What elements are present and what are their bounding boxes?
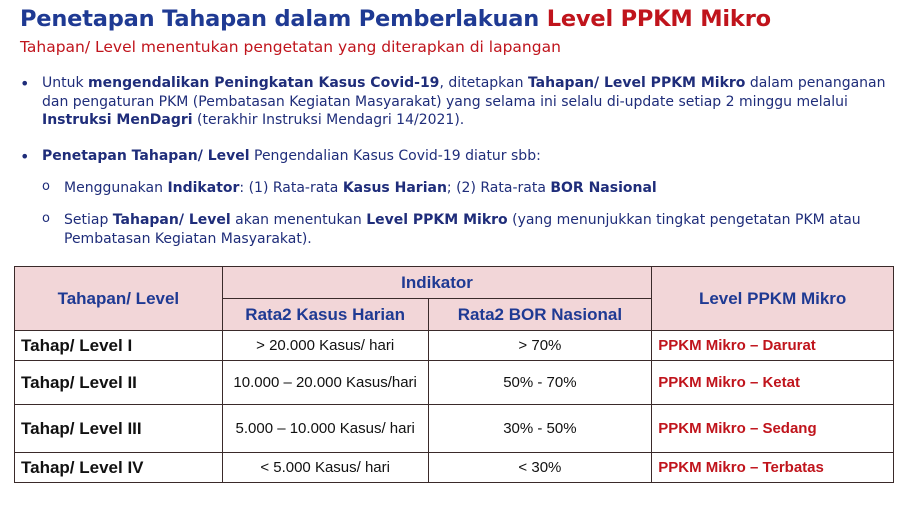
header-ppkm: Level PPKM Mikro xyxy=(652,267,894,331)
title-main: Penetapan Tahapan dalam Pemberlakuan xyxy=(20,6,547,32)
cell-level: Tahap/ Level II xyxy=(15,361,223,405)
bullet-1-text xyxy=(42,74,890,130)
bullet-2-text xyxy=(42,147,890,166)
text-run-bold: BOR Nasional xyxy=(550,180,657,196)
cell-kasus: < 5.000 Kasus/ hari xyxy=(222,453,428,483)
page-title xyxy=(20,6,771,32)
bullet-2 xyxy=(20,147,890,166)
text-run-bold: Indikator xyxy=(167,180,240,196)
text-run-bold: Penetapan Tahapan/ Level xyxy=(42,148,250,164)
page-subtitle: Tahapan/ Level menentukan pengetatan yang diterapkan di lapangan xyxy=(20,38,561,56)
cell-bor: 30% - 50% xyxy=(428,405,652,453)
cell-level: Tahap/ Level IV xyxy=(15,453,223,483)
cell-ppkm: PPKM Mikro – Darurat xyxy=(652,331,894,361)
table-row xyxy=(15,331,894,361)
header-level: Tahapan/ Level xyxy=(15,267,223,331)
table-header-row xyxy=(15,267,894,299)
text-run: (yang menunjukkan tingkat pengetatan PKM atau Pembatasan Kegiatan Masyarakat). xyxy=(64,212,861,247)
sub-bullet-1 xyxy=(42,179,892,198)
cell-bor: < 30% xyxy=(428,453,652,483)
text-run: Pengendalian Kasus Covid-19 diatur sbb: xyxy=(249,148,541,164)
circle-bullet-icon: o xyxy=(42,211,50,226)
text-run: Setiap xyxy=(64,212,113,228)
header-indikator: Indikator xyxy=(222,267,652,299)
text-run-bold: mengendalikan Peningkatan Kasus Covid-19 xyxy=(88,75,440,91)
header-bor: Rata2 BOR Nasional xyxy=(428,299,652,331)
cell-ppkm: PPKM Mikro – Terbatas xyxy=(652,453,894,483)
circle-bullet-icon: o xyxy=(42,179,50,194)
text-run-bold: Instruksi MenDagri xyxy=(42,112,193,128)
text-run-bold: Tahapan/ Level PPKM Mikro xyxy=(527,75,746,91)
cell-ppkm: PPKM Mikro – Sedang xyxy=(652,405,894,453)
title-accent: Level PPKM Mikro xyxy=(546,6,771,32)
text-run: (terakhir Instruksi Mendagri 14/2021). xyxy=(192,112,465,128)
sub-bullet-1-text xyxy=(64,179,892,198)
cell-kasus: 10.000 – 20.000 Kasus/hari xyxy=(222,361,428,405)
table-row xyxy=(15,405,894,453)
table-row xyxy=(15,453,894,483)
text-run: Menggunakan xyxy=(64,180,168,196)
sub-bullet-2-text xyxy=(64,211,892,248)
text-run-bold: Tahapan/ Level xyxy=(112,212,231,228)
text-run: : (1) Rata-rata xyxy=(239,180,343,196)
ppkm-level-table xyxy=(14,266,894,483)
table-row xyxy=(15,361,894,405)
cell-ppkm: PPKM Mikro – Ketat xyxy=(652,361,894,405)
cell-bor: > 70% xyxy=(428,331,652,361)
cell-level: Tahap/ Level III xyxy=(15,405,223,453)
sub-bullet-2 xyxy=(42,211,892,248)
text-run: Untuk xyxy=(42,75,89,91)
cell-level: Tahap/ Level I xyxy=(15,331,223,361)
bullet-1 xyxy=(20,74,890,130)
text-run-bold: Level PPKM Mikro xyxy=(366,212,508,228)
cell-bor: 50% - 70% xyxy=(428,361,652,405)
text-run: akan menentukan xyxy=(230,212,367,228)
text-run: , ditetapkan xyxy=(439,75,528,91)
cell-kasus: 5.000 – 10.000 Kasus/ hari xyxy=(222,405,428,453)
header-kasus: Rata2 Kasus Harian xyxy=(222,299,428,331)
cell-kasus: > 20.000 Kasus/ hari xyxy=(222,331,428,361)
bullet-dot-icon: • xyxy=(20,147,30,166)
text-run-bold: Kasus Harian xyxy=(342,180,447,196)
bullet-dot-icon: • xyxy=(20,74,30,93)
text-run: dalam penanganan dan pengaturan PKM (Pembatasan Kegiatan Masyarakat) yang selama ini selalu di-update setiap 2 minggu melalui xyxy=(42,75,886,110)
text-run: ; (2) Rata-rata xyxy=(446,180,551,196)
